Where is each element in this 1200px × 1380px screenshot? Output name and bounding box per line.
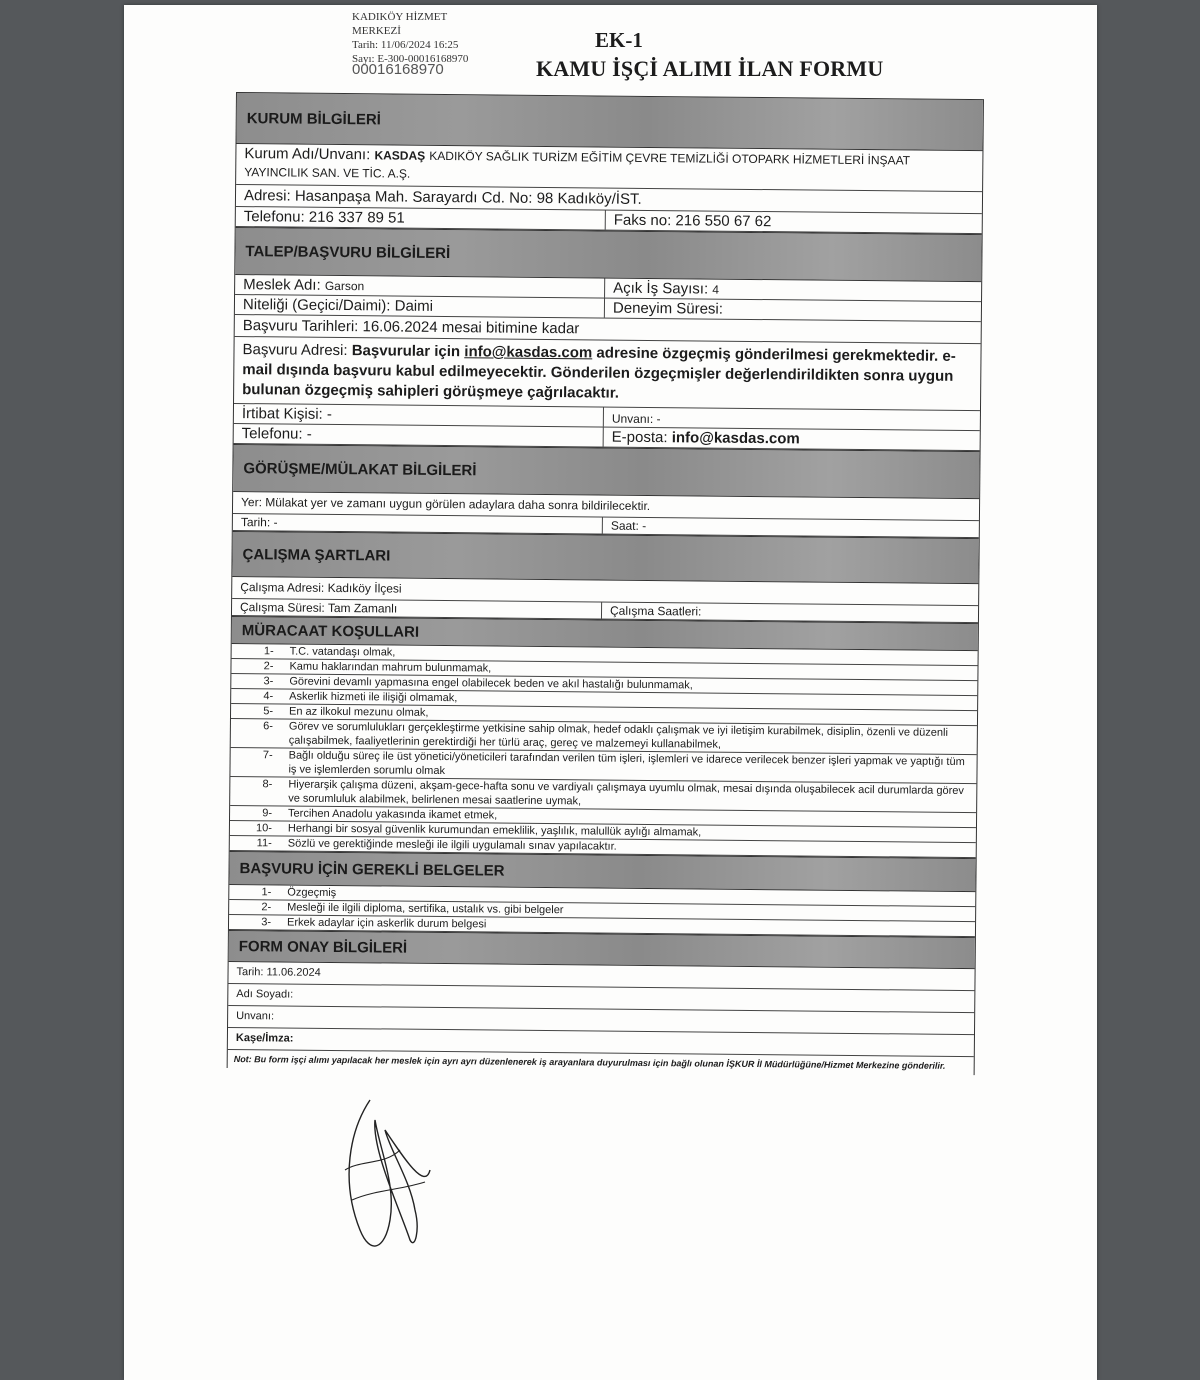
handwritten-signature (330, 1090, 450, 1260)
stamp-date: Tarih: 11/06/2024 16:25 (352, 39, 459, 51)
page-title: KAMU İŞÇİ ALIMI İLAN FORMU (536, 56, 884, 81)
list-item-number: 2- (261, 901, 272, 914)
list-item-text: Sözlü ve gerektiğinde mesleği ile ilgili uygulamalı sınav yapılacaktır. (287, 837, 617, 853)
contact-email-field (604, 428, 980, 451)
approval-date-row: Tarih: 11.06.2024 (228, 962, 974, 991)
interview-place-row: Yer: Mülakat yer ve zamanı uygun görülen adaylara daha sonra bildirilecektir. (233, 492, 979, 521)
contact-email-label: E-posta: (611, 428, 668, 447)
experience-field: Deneyim Süresi: (612, 299, 724, 318)
registry-stamp (352, 10, 522, 75)
list-item-number: 6- (263, 720, 273, 733)
list-item-text: Özgeçmiş (287, 886, 337, 899)
documents-list (229, 885, 975, 937)
list-item-number: 8- (262, 778, 273, 791)
work-hours-field: Çalışma Saatleri: (609, 603, 702, 619)
nature-value: Daimi (394, 297, 434, 315)
application-address-label: Başvuru Adresi: (242, 341, 348, 360)
work-address-row: Çalışma Adresi: Kadıköy İlçesi (232, 577, 978, 606)
institution-short-name: KASDAŞ (374, 148, 426, 163)
list-item-text: Askerlik hizmeti ile ilişiği olmamak, (289, 690, 458, 705)
work-duration-field: Çalışma Süresi: Tam Zamanlı (232, 599, 602, 619)
section-gorusme (233, 444, 979, 499)
interview-hour-field: Saat: - (610, 518, 647, 533)
list-item-text: Bağlı olduğu süreç ile üst yönetici/yöneticileri tarafından verilen tüm işleri, işlemleri ve idarece verilecek benzer işleri yapmak ve yaptığı tüm iş ve işlemlerden sorumlu olmak (288, 749, 965, 778)
open-positions-label: Açık İş Sayısı: (613, 279, 709, 298)
institution-name-row (236, 144, 982, 192)
list-item-number: 2- (263, 660, 274, 673)
section-heading: FORM ONAY BİLGİLERİ (238, 937, 408, 957)
application-dates-value: 16.06.2024 mesai bitimine kadar (362, 318, 580, 338)
list-item-text: Mesleği ile ilgili diploma, sertifika, ustalık vs. gibi belgeler (287, 901, 564, 917)
section-kurum (237, 92, 983, 151)
stamp-barcode-number: 00016168970 (352, 63, 444, 75)
nature-field (235, 295, 605, 318)
address-row: Adresi: Hasanpaşa Mah. Sarayardı Cd. No: 98 Kadıköy/İST. (236, 185, 982, 214)
list-item-number: 4- (263, 690, 274, 703)
application-email-link[interactable]: info@kasdas.com (464, 343, 593, 362)
list-item-text: En az ilkokul mezunu olmak, (288, 705, 429, 719)
section-heading: BAŞVURU İÇİN GEREKLİ BELGELER (239, 859, 505, 880)
list-item-number: 3- (261, 916, 272, 929)
list-item-number: 10- (255, 822, 272, 835)
contact-title-field: Unvanı: - (611, 411, 661, 427)
stamp-number: Sayı: E-300-00016168970 (352, 53, 469, 65)
list-item-number: 1- (263, 645, 274, 658)
section-heading: TALEP/BAŞVURU BİLGİLERİ (245, 242, 451, 262)
contact-email-value[interactable]: info@kasdas.com (671, 429, 800, 448)
fax-field: Faks no: 216 550 67 62 (613, 211, 772, 231)
list-item-text: Görev ve sorumlulukları gerçekleştirme yetkisine sahip olmak, hedef odaklı çalışmak ve iyi iletişim kurabilmek, disiplin, özenli ve düzenli çalışabilmek, faaliyetlerinin gerektirdiği her türlü araç, gereç ve malzemeyi kullanabilmek, (288, 720, 948, 751)
occupation-field (235, 275, 605, 298)
section-talep (235, 227, 981, 282)
list-item-number: 11- (256, 837, 272, 850)
open-positions-value: 4 (712, 282, 720, 297)
list-item-text: Herhangi bir sosyal güvenlik kurumundan emeklilik, yaşlılık, malullük aylığı almamak, (287, 822, 702, 839)
list-item-number: 1- (261, 886, 272, 899)
list-item-number: 9- (262, 807, 273, 820)
list-item-number: 3- (263, 675, 274, 688)
occupation-label: Meslek Adı: (243, 276, 321, 294)
stamp-line: MERKEZİ (352, 25, 401, 37)
application-dates-label: Başvuru Tarihleri: (242, 317, 359, 336)
occupation-value: Garson (324, 278, 365, 294)
section-heading: ÇALIŞMA ŞARTLARI (242, 545, 391, 565)
list-item-text: Görevini devamlı yapmasına engel olabilecek beden ve akıl hastalığı bulunmamak, (289, 675, 693, 692)
section-heading: GÖRÜŞME/MÜLAKAT BİLGİLERİ (243, 459, 477, 479)
list-item-number: 7- (262, 749, 273, 762)
section-heading: MÜRACAAT KOŞULLARI (241, 621, 420, 641)
open-positions-field (605, 279, 981, 302)
institution-name-value: KADIKÖY SAĞLIK TURİZM EĞİTİM ÇEVRE TEMİZLİĞİ OTOPARK HİZMETLERİ İNŞAAT YAYINCILIK SAN. VE TİC. A.Ş. (244, 148, 910, 181)
list-item-text: Erkek adaylar için askerlik durum belgesi (286, 916, 487, 931)
interview-date-field: Tarih: - (233, 514, 603, 534)
approval-title-row: Unvanı: (228, 1006, 974, 1035)
approval-stamp-row: Kaşe/İmza: (228, 1028, 974, 1057)
form-note: Not: Bu form işçi alımı yapılacak her meslek için ayrı ayrı düzenlenerek iş arayanlara duyurulması için bağlı olunan İŞKUR İl Müdürlüğüne/Hizmet Merkezine gönderilir. (233, 1054, 946, 1071)
requirements-list (230, 644, 978, 858)
nature-label: Niteliği (Geçici/Daimi): (242, 296, 391, 315)
stamp-line: KADIKÖY HİZMET (352, 11, 448, 23)
list-item-number: 5- (263, 705, 274, 718)
contact-phone-field: Telefonu: - (234, 424, 604, 447)
list-item-text: Hiyerarşik çalışma düzeni, akşam-gece-hafta sonu ve vardiyalı çalışmaya uyumlu olmak, mesai dışında oluşabilecek acil durumlarda görev ve sorumluluk alabilmek, belirlenen mesai saatlerine uymak, (288, 778, 964, 808)
annex-label: EK-1 (595, 28, 643, 52)
approval-name-row: Adı Soyadı: (228, 984, 974, 1013)
application-address-text: Başvurular için (351, 342, 461, 361)
institution-name-label: Kurum Adı/Unvanı: (244, 145, 371, 164)
list-item-text: Kamu haklarından mahrum bulunmamak, (289, 660, 492, 675)
section-heading: KURUM BİLGİLERİ (246, 109, 381, 128)
list-item-text: Tercihen Anadolu yakasında ikamet etmek, (288, 807, 498, 822)
contact-person-field: İrtibat Kişisi: - (234, 404, 604, 427)
section-calisma (232, 531, 978, 584)
phone-field: Telefonu: 216 337 89 51 (236, 207, 606, 230)
application-address-row (234, 337, 981, 411)
application-form (227, 92, 984, 1075)
application-address-text: adresine özgeçmiş gönderilmesi gerekmektedir. e-mail dışında başvuru kabul edilmeyecektir. Gönderilen özgeçmişler değerlendirildikten sonra uygun bulunan özgeçmiş sahipleri görüşmeye çağrılacaktır. (242, 344, 956, 402)
list-item-text: T.C. vatandaşı olmak, (289, 645, 396, 659)
